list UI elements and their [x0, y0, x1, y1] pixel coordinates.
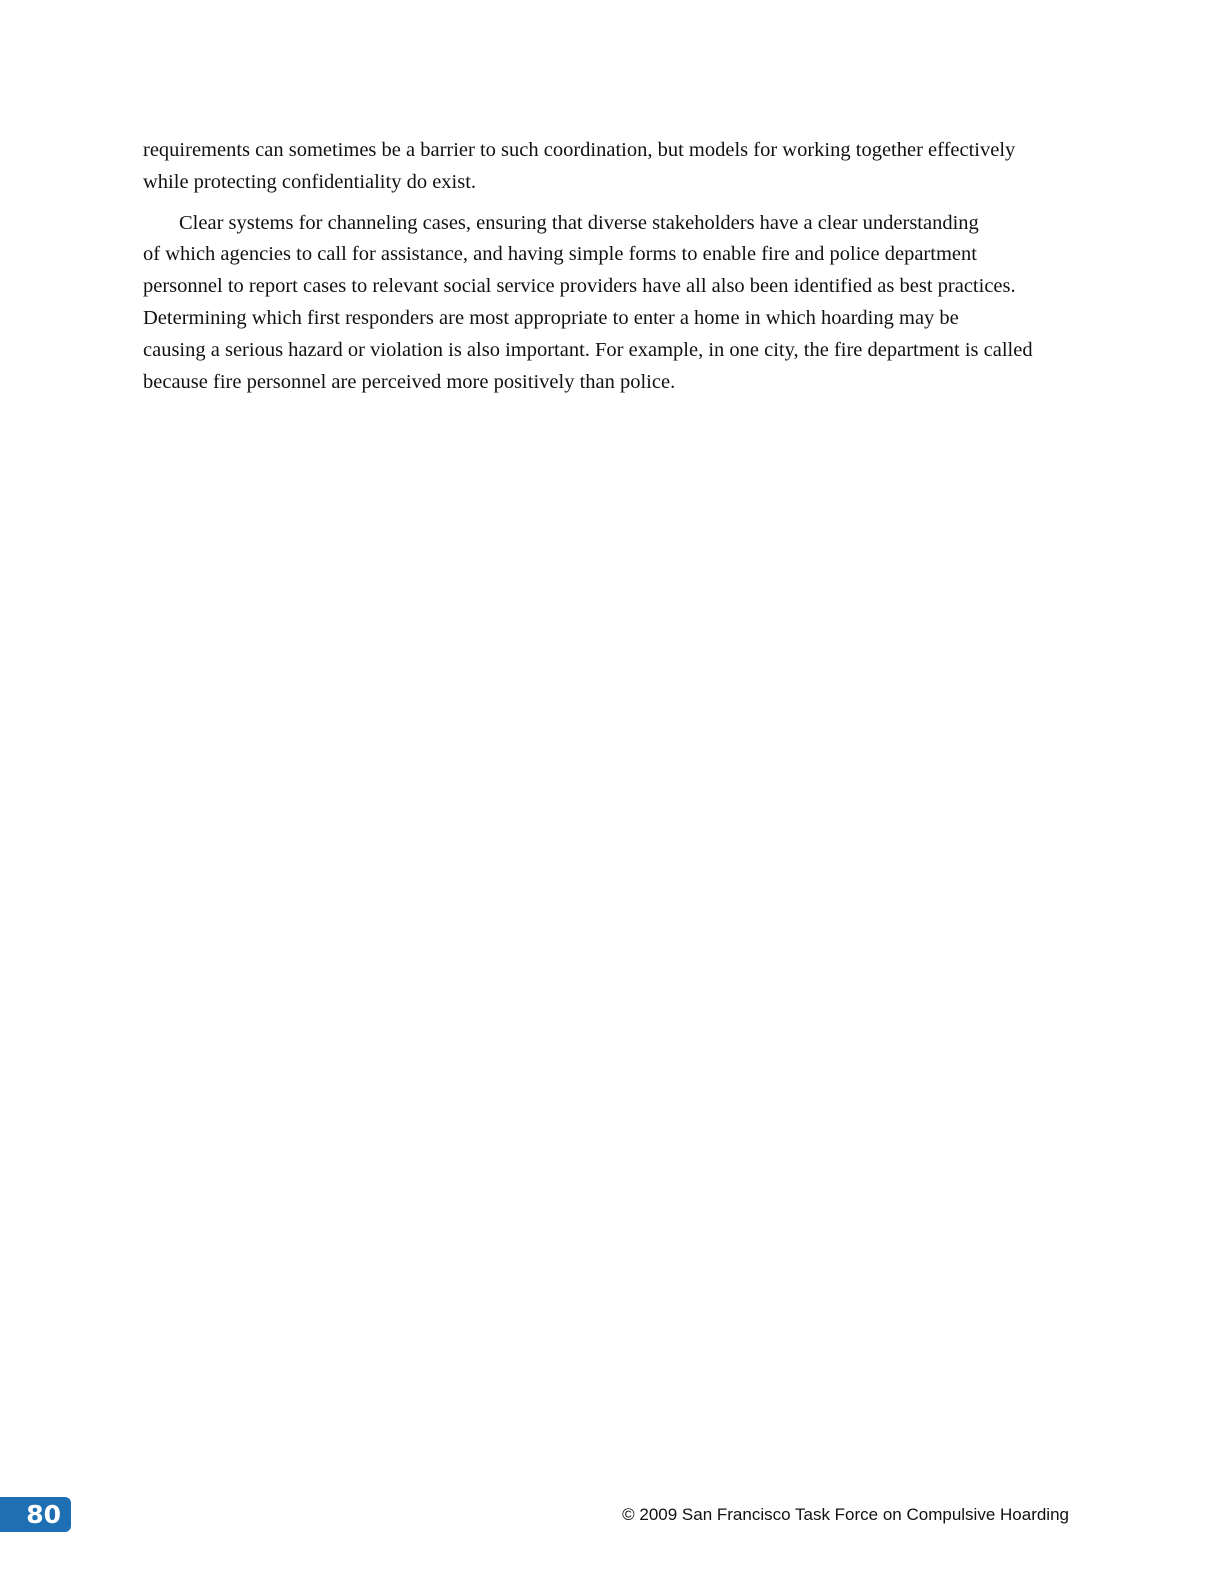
text-line: because fire personnel are perceived more positively than police.	[143, 370, 676, 393]
paragraph-coordination-practices	[143, 208, 1078, 399]
text-line: causing a serious hazard or violation is also important. For example, in one city, the fire department is called	[143, 338, 1033, 361]
text-line: requirements can sometimes be a barrier to such coordination, but models for working together effectively	[143, 139, 1016, 161]
text-line: Determining which first responders are most appropriate to enter a home in which hoarding may be	[143, 306, 959, 329]
footer-copyright: © 2009 San Francisco Task Force on Compulsive Hoarding	[622, 1505, 1069, 1524]
paragraph-continuation	[143, 135, 1078, 199]
body-text	[143, 135, 1078, 398]
text-line: personnel to report cases to relevant social service providers have all also been identified as best practices.	[143, 275, 1016, 298]
text-line: while protecting confidentiality do exist.	[143, 170, 477, 193]
text-line: Clear systems for channeling cases, ensuring that diverse stakeholders have a clear understanding	[179, 211, 979, 234]
text-line: of which agencies to call for assistance, and having simple forms to enable fire and police department	[143, 243, 977, 266]
page-number-badge: 80	[0, 1497, 71, 1532]
